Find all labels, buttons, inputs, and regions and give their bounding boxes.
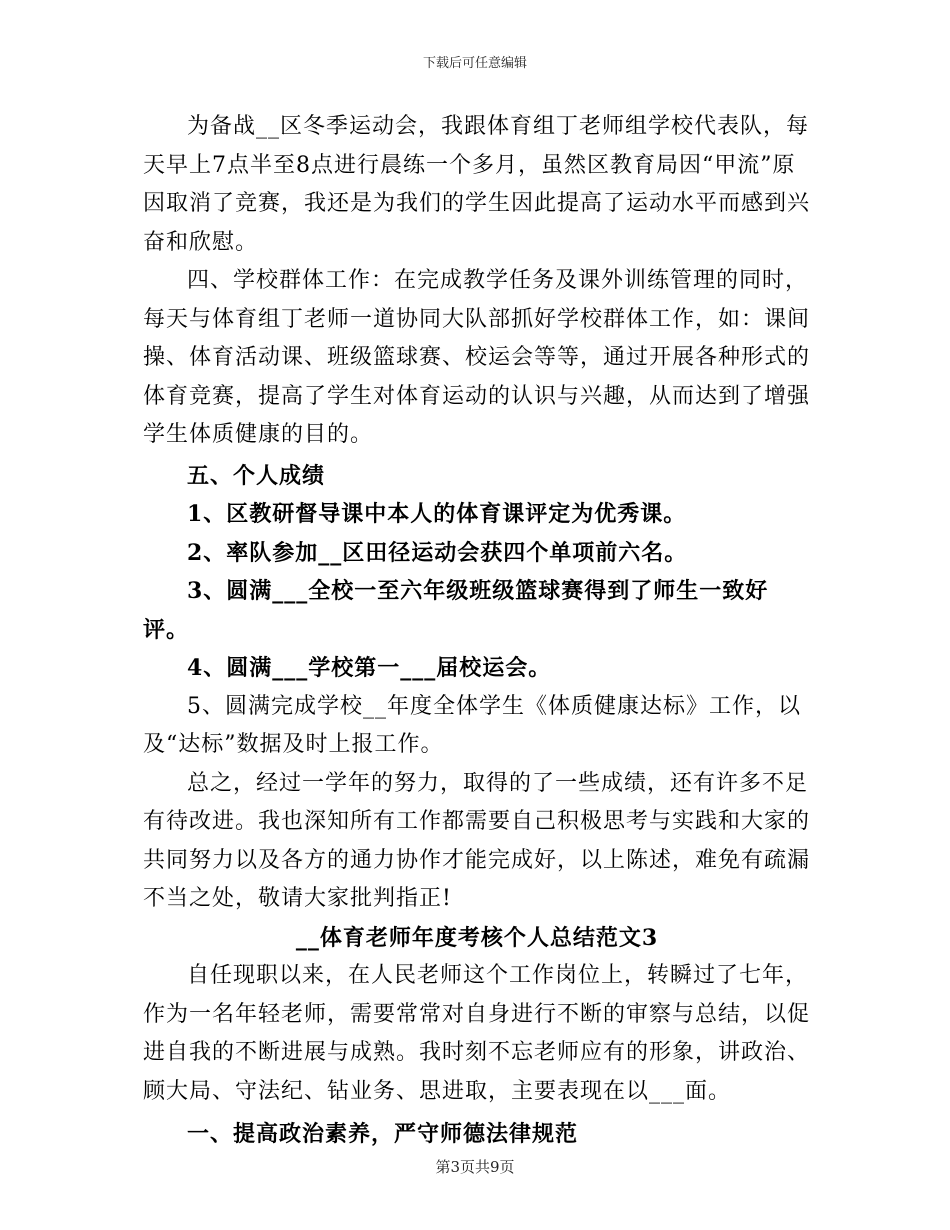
page-number-footer: 第3页共9页 (435, 1158, 515, 1176)
achievement-item-2: 2、率队参加__区田径运动会获四个单项前六名。 (187, 539, 688, 566)
paragraph-summary: 总之，经过一学年的努力，取得的了一些成绩，还有许多不足有待改进。我也深知所有工作都需要自己积极思考与实践和大家的共同努力以及各方的通力协作才能完成好，以上陈述，难免有疏漏不当之处，敬请大家批判指正! (143, 770, 811, 911)
article-title: __体育老师年度考核个人总结范文3 (295, 924, 659, 951)
document-body (143, 108, 811, 1154)
paragraph-group-work: 四、学校群体工作：在完成教学任务及课外训练管理的同时，每天与体育组丁老师一道协同大队部抓好学校群体工作，如：课间操、体育活动课、班级篮球赛、校运会等等，通过开展各种形式的体育竞赛，提高了学生对体育运动的认识与兴趣，从而达到了增强学生体质健康的目的。 (143, 268, 811, 447)
paragraph-intro: 自任现职以来，在人民老师这个工作岗位上，转瞬过了七年，作为一名年轻老师，需要常常对自身进行不断的审察与总结，以促进自我的不断进展与成熟。我时刻不忘老师应有的形象，讲政治、顾大局、守法纪、钻业务、思进取，主要表现在以___面。 (143, 963, 811, 1104)
section-heading-achievements: 五、个人成绩 (187, 462, 326, 489)
page-header: 下载后可任意编辑 (422, 56, 527, 71)
achievement-item-1: 1、区教研督导课中本人的体育课评定为优秀课。 (187, 501, 687, 527)
paragraph-sports-meet: 为备战__区冬季运动会，我跟体育组丁老师组学校代表队，每天早上7点半至8点进行晨练一个多月，虽然区教育局因“甲流”原因取消了竞赛，我还是为我们的学生因此提高了运动水平而感到兴奋和欣慰。 (143, 114, 811, 255)
achievement-item-4: 4、圆满___学校第一___届校运会。 (187, 655, 552, 681)
achievement-item-5: 5、圆满完成学校__年度全体学生《体质健康达标》工作，以及“达标”数据及时上报工作。 (143, 693, 801, 757)
achievement-item-3: 3、圆满___全校一至六年级班级篮球赛得到了师生一致好评。 (143, 578, 769, 643)
section-heading-political: 一、提高政治素养，严守师德法律规范 (187, 1121, 579, 1147)
